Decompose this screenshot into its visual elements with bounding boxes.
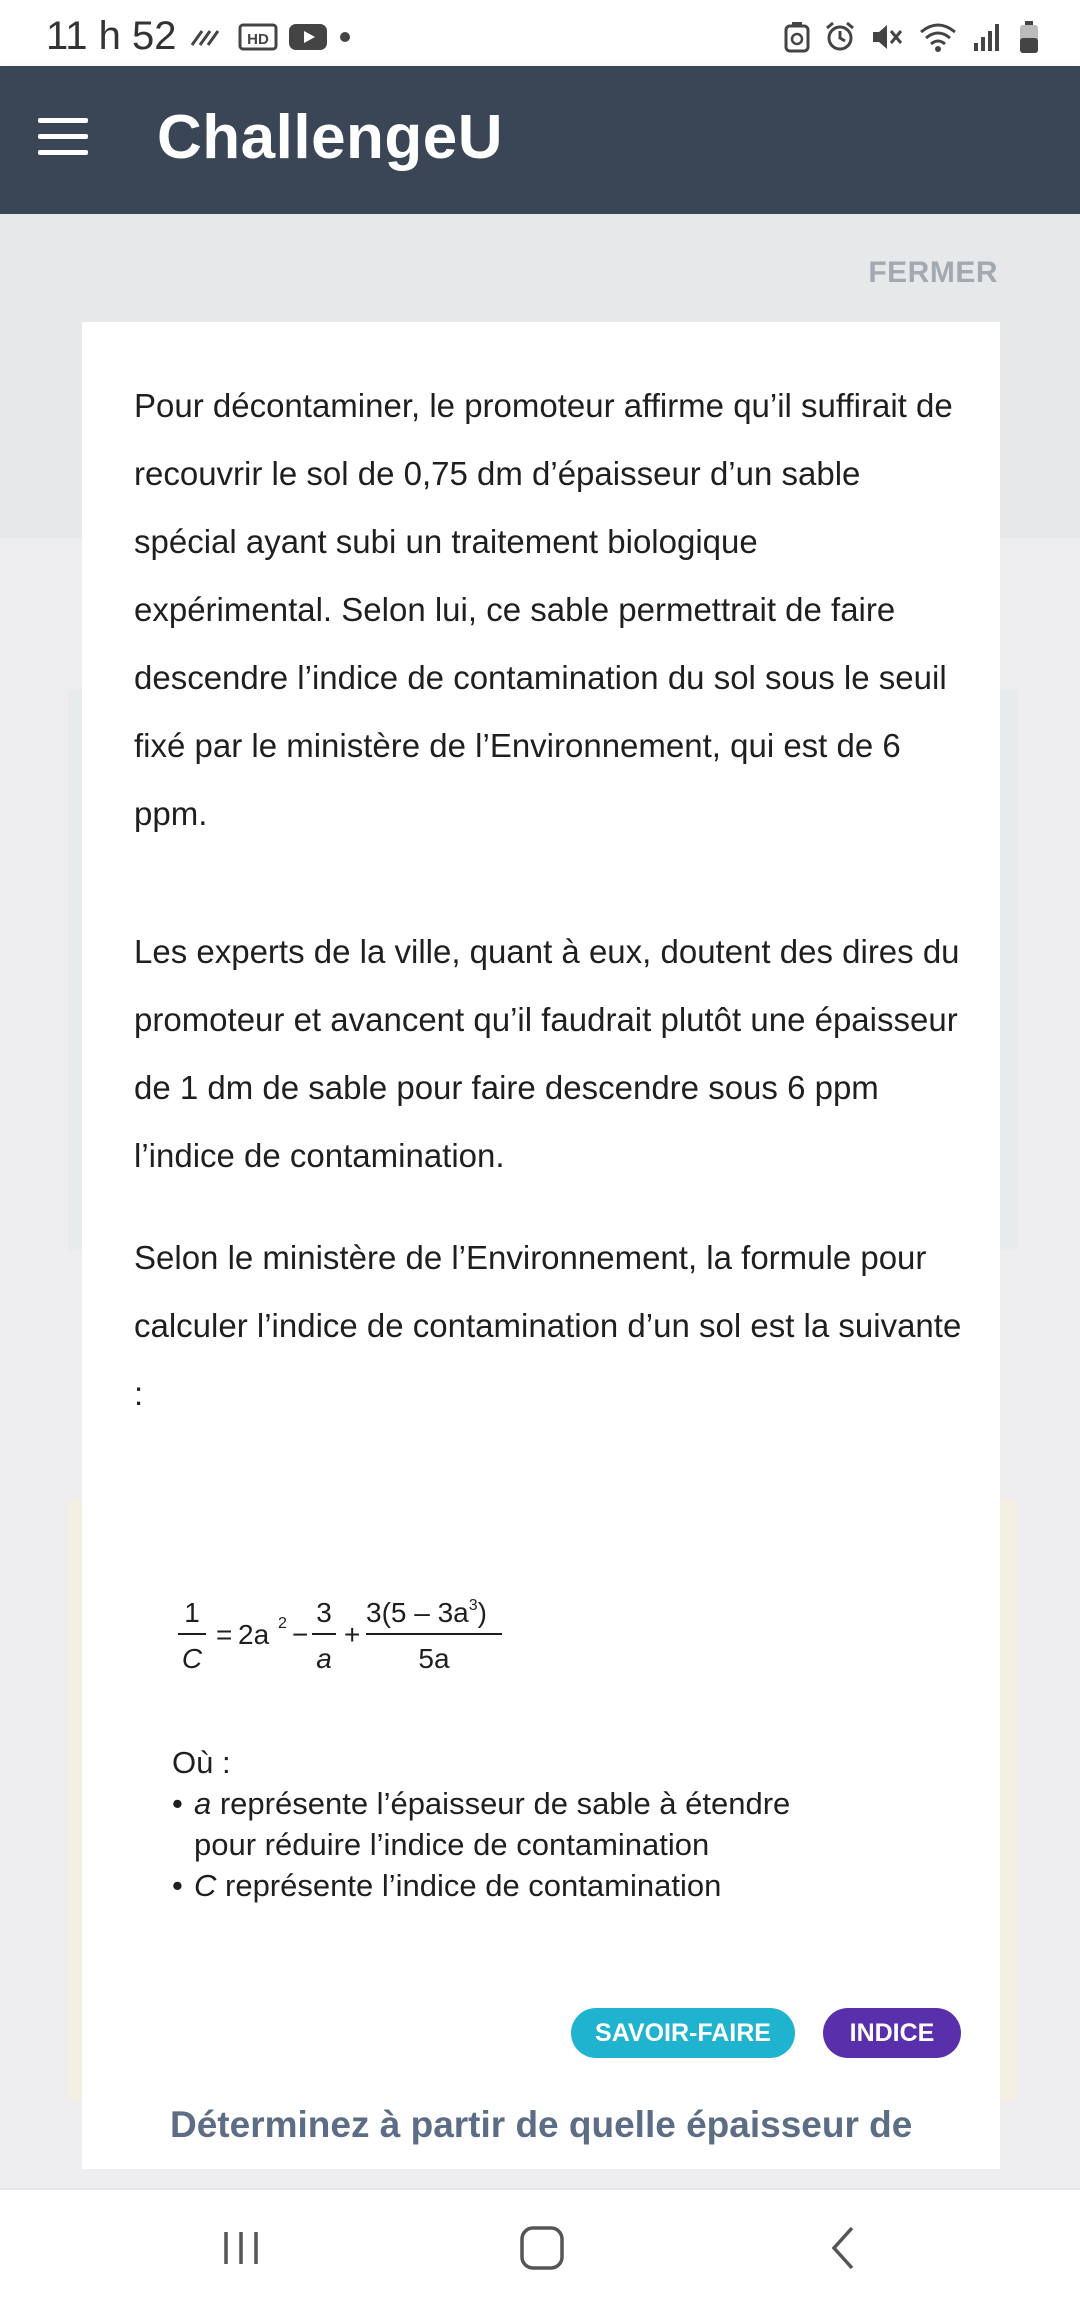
alarm-icon [824, 21, 856, 53]
paragraph-experts: Les experts de la ville, quant à eux, doutent des dires du promoteur et avancent qu’il faudrait plutôt une épaisseur de 1 dm de sable pour faire descendre sous 6 ppm l’indice de contamination. [134, 933, 960, 1174]
paragraph-ministry: Selon le ministère de l’Environnement, la formule pour calculer l’indice de contamination d’un sol est la suivante : [134, 1239, 962, 1412]
legend-bullet: • [172, 1868, 183, 1903]
home-icon[interactable] [514, 2220, 570, 2276]
status-left-icons [188, 22, 352, 52]
formula-minus: − [292, 1619, 309, 1650]
close-button[interactable]: FERMER [868, 256, 998, 289]
question-text: Déterminez à partir de quelle épaisseur de [170, 2104, 913, 2145]
paragraph-promoter: Pour décontaminer, le promoteur affirme qu’il suffirait de recouvrir le sol de 0,75 dm d’épaisseur d’un sable spécial ayant subi un traitement biologique expérimental. Selon lui, ce sable permettrait de faire descendre l’indice de contamination du sol sous le seuil fixé par le ministère de l’Environnement, qui est de 6 ppm. [134, 387, 953, 832]
hamburger-menu-icon[interactable] [38, 118, 88, 162]
hd-icon [238, 22, 278, 52]
formula-plus: + [344, 1619, 361, 1650]
youtube-icon [288, 22, 328, 52]
recycle-icon [784, 21, 810, 53]
savoir-faire-button[interactable]: SAVOIR-FAIRE [571, 2008, 795, 2058]
recent-apps-icon[interactable] [216, 2220, 266, 2276]
status-right-icons [784, 20, 1040, 54]
formula-frac3-den: 5a [418, 1643, 450, 1674]
back-icon[interactable] [820, 2220, 870, 2276]
app-title: ChallengeU [157, 103, 504, 172]
wifi-icon [918, 21, 958, 53]
legend-text-a2: pour réduire l’indice de contamination [194, 1827, 710, 1862]
content-card [82, 322, 1000, 2169]
formula-lhs-den: C [181, 1643, 203, 1674]
formula-frac2-num: 3 [316, 1597, 332, 1628]
system-nav-bar [0, 2190, 1080, 2316]
formula-frac2-den: a [316, 1643, 332, 1674]
formula-term1-exp: 2 [278, 1615, 287, 1632]
app-header [0, 66, 1080, 214]
formula-equals: = [216, 1619, 233, 1650]
legend-text-c: représente l’indice de contamination [216, 1868, 722, 1903]
legend-var-a: a [194, 1786, 212, 1821]
contamination-formula [172, 1582, 672, 1692]
indice-button[interactable]: INDICE [823, 2008, 961, 2058]
formula-frac3-num: $3(5 - 3a^3)$ [366, 1597, 487, 1628]
legend-bullet: • [172, 1786, 183, 1821]
formula-lhs-num: 1 [184, 1597, 200, 1628]
svg-text:HD: HD [247, 31, 269, 48]
mute-icon [870, 21, 904, 53]
status-bar [0, 0, 1080, 66]
legend-text-a1: représente l’épaisseur de sable à étendre [211, 1786, 791, 1821]
legend-intro: Où : [172, 1745, 231, 1780]
battery-icon [1018, 20, 1040, 54]
wifi-calling-icon [188, 25, 228, 49]
legend-var-c: C [194, 1868, 217, 1903]
dot-icon [338, 30, 352, 44]
legend-item-a [172, 1783, 932, 1824]
legend-item-c [172, 1865, 932, 1906]
signal-icon [972, 21, 1004, 53]
formula-legend [172, 1742, 932, 1906]
status-time: 11 h 52 [46, 14, 177, 58]
formula-term1: 2a [238, 1619, 270, 1650]
